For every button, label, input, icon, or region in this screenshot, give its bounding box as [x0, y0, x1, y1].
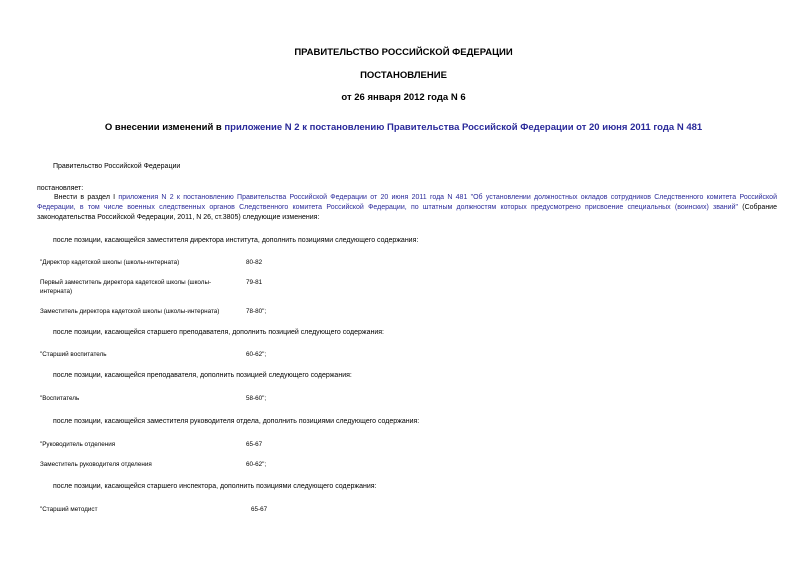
government-heading: ПРАВИТЕЛЬСТВО РОССИЙСКОЙ ФЕДЕРАЦИИ — [294, 47, 513, 58]
document-type: ПОСТАНОВЛЕНИЕ — [360, 70, 447, 81]
row-label: "Старший методист — [40, 506, 98, 513]
document-title — [0, 122, 807, 133]
title-link[interactable]: приложение N 2 к постановлению Правительства Российской Федерации от 20 июня 2011 года N 481 — [224, 122, 703, 133]
row-label: Заместитель руководителя отделения — [40, 461, 152, 468]
intro-paragraph — [37, 193, 777, 223]
instruction-5: после позиции, касающейся старшего инспектора, дополнить позициями следующего содержания: — [53, 483, 377, 490]
instruction-4: после позиции, касающейся заместителя руководителя отдела, дополнить позициями следующего содержания: — [53, 418, 420, 425]
row-label: "Директор кадетской школы (школы-интерната) — [40, 259, 180, 266]
row-value: 78-80"; — [246, 308, 267, 315]
row-value: 60-62"; — [246, 351, 267, 358]
row-value: 80-82 — [246, 259, 263, 266]
issuer: Правительство Российской Федерации — [53, 163, 181, 170]
row-label: Заместитель директора кадетской школы (школы-интерната) — [40, 308, 220, 315]
row-label: Первый заместитель директора кадетской школы (школы-интерната) — [40, 279, 212, 295]
row-label: "Старший воспитатель — [40, 351, 107, 358]
intro-suffix: (Собрание законодательства Российской Федерации, 2011, N 26, ст.3805) следующие изменения: — [37, 204, 777, 221]
row-label: "Воспитатель — [40, 395, 80, 402]
instruction-2: после позиции, касающейся старшего преподавателя, дополнить позицией следующего содержания: — [53, 329, 384, 336]
row-value: 65-67 — [246, 441, 263, 448]
row-value: 65-67 — [251, 506, 268, 513]
row-value: 60-62"; — [246, 461, 267, 468]
intro-link[interactable]: приложения N 2 к постановлению Правительства Российской Федерации от 20 июня 2011 года N 481 "Об установлении должностных окладов сотрудников Следственного комитета Российской Федерации, в том числе военных следственных органов Следственного комитета Российской Федерации, по штатным должностям которых предусмотрено присвоение специальных (воинских) званий" — [37, 194, 777, 211]
row-label: "Руководитель отделения — [40, 441, 116, 448]
row-value: 79-81 — [246, 279, 263, 286]
instruction-1: после позиции, касающейся заместителя директора института, дополнить позициями следующего содержания: — [53, 237, 419, 244]
row-value: 58-60"; — [246, 395, 267, 402]
intro-prefix: Внести в раздел I — [54, 194, 119, 201]
instruction-3: после позиции, касающейся преподавателя, дополнить позицией следующего содержания: — [53, 372, 352, 379]
decrees: постановляет: — [37, 185, 84, 192]
title-prefix: О внесении изменений в — [104, 122, 225, 133]
document-date: от 26 января 2012 года N 6 — [341, 92, 466, 103]
